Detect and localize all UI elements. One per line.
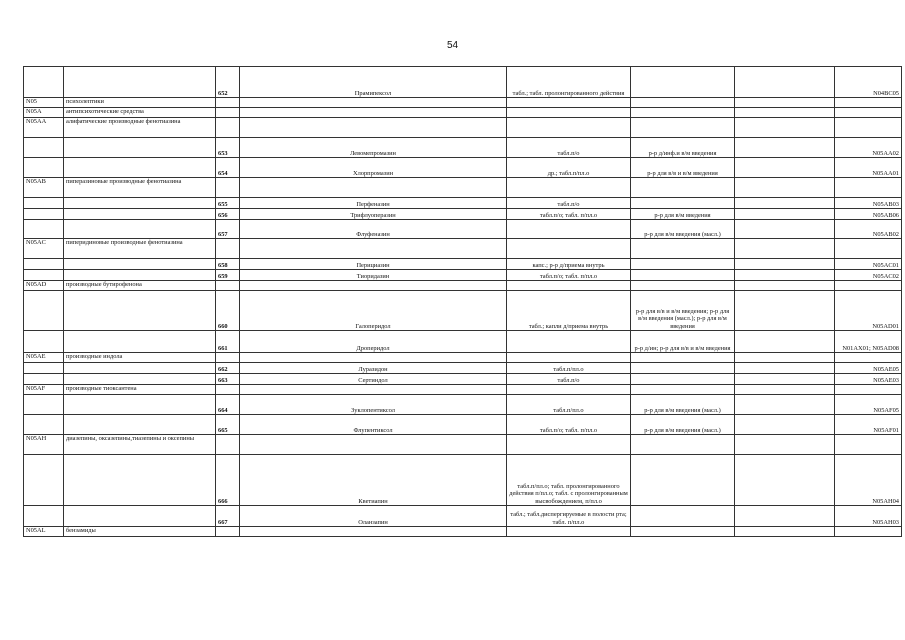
drug-name-cell: Флуфеназин (240, 220, 507, 239)
atc-group-code-cell: N05AA (24, 118, 64, 138)
drug-name-cell (240, 281, 507, 291)
extra-cell (735, 259, 835, 270)
group-name-cell: пиперидиновые производные фенотиазина (64, 239, 216, 259)
atc-code-cell: N05AB06 (835, 209, 902, 220)
atc-code-cell: N05AE03 (835, 374, 902, 385)
atc-group-code-cell (24, 506, 64, 527)
atc-group-code-cell (24, 198, 64, 209)
table-row (24, 158, 902, 178)
dosage-form-cell (507, 118, 631, 138)
group-name-cell: антипсихотические средства (64, 108, 216, 118)
drug-name-cell: Оланзапин (240, 506, 507, 527)
atc-code-cell: N05AB03 (835, 198, 902, 209)
injection-form-cell (631, 353, 735, 363)
dosage-form-cell: табл.; капли д/приема внутрь (507, 291, 631, 331)
group-name-cell: производные тиоксантена (64, 385, 216, 395)
table-row (24, 98, 902, 108)
dosage-form-cell: табл.п/о (507, 374, 631, 385)
atc-group-code-cell (24, 291, 64, 331)
row-number-cell (216, 353, 240, 363)
row-number-cell (216, 178, 240, 198)
row-number-cell: 663 (216, 374, 240, 385)
extra-cell (735, 415, 835, 435)
table-row (24, 395, 902, 415)
group-name-cell (64, 220, 216, 239)
table-row (24, 118, 902, 138)
injection-form-cell: р-р для в/в и в/м введения (631, 158, 735, 178)
group-name-cell (64, 138, 216, 158)
extra-cell (735, 331, 835, 353)
injection-form-cell: р-р д/инф.и в/м введения (631, 138, 735, 158)
atc-code-cell: N05AE05 (835, 363, 902, 374)
atc-code-cell: N05AD01 (835, 291, 902, 331)
row-number-cell: 654 (216, 158, 240, 178)
atc-code-cell: N05AC02 (835, 270, 902, 281)
injection-form-cell: р-р для в/в и в/м введения; р-р для в/м введения (масл.); р-р для в/м введения (631, 291, 735, 331)
atc-group-code-cell (24, 209, 64, 220)
atc-group-code-cell: N05AB (24, 178, 64, 198)
injection-form-cell: р-р для в/м введения (631, 209, 735, 220)
drug-name-cell: Сертиндол (240, 374, 507, 385)
drug-name-cell: Трифлуоперазин (240, 209, 507, 220)
atc-group-code-cell (24, 220, 64, 239)
table-row (24, 363, 902, 374)
injection-form-cell (631, 385, 735, 395)
row-number-cell: 661 (216, 331, 240, 353)
extra-cell (735, 158, 835, 178)
atc-group-code-cell: N05AC (24, 239, 64, 259)
atc-code-cell: N05AH04 (835, 455, 902, 506)
drug-name-cell: Флупентиксол (240, 415, 507, 435)
atc-code-cell: N05AH03 (835, 506, 902, 527)
atc-code-cell (835, 527, 902, 537)
table-row (24, 374, 902, 385)
atc-code-cell: N05AF01 (835, 415, 902, 435)
drug-name-cell (240, 353, 507, 363)
table-row (24, 209, 902, 220)
atc-group-code-cell (24, 270, 64, 281)
drug-name-cell (240, 178, 507, 198)
group-name-cell (64, 331, 216, 353)
extra-cell (735, 291, 835, 331)
dosage-form-cell (507, 353, 631, 363)
table-row (24, 435, 902, 455)
drug-name-cell (240, 385, 507, 395)
table-body (24, 67, 902, 537)
dosage-form-cell: табл.; табл.диспергируемые в полости рта; табл. п/пл.о (507, 506, 631, 527)
table-row (24, 67, 902, 98)
drug-name-cell (240, 239, 507, 259)
drug-name-cell: Прамипексол (240, 67, 507, 98)
injection-form-cell (631, 67, 735, 98)
injection-form-cell (631, 178, 735, 198)
atc-group-code-cell (24, 415, 64, 435)
injection-form-cell: р-р д/ин; р-р для в/в и в/м введения (631, 331, 735, 353)
row-number-cell: 666 (216, 455, 240, 506)
injection-form-cell (631, 98, 735, 108)
drug-name-cell: Хлорпромазин (240, 158, 507, 178)
row-number-cell: 653 (216, 138, 240, 158)
row-number-cell (216, 118, 240, 138)
injection-form-cell (631, 527, 735, 537)
atc-group-code-cell (24, 374, 64, 385)
drug-name-cell (240, 118, 507, 138)
dosage-form-cell: капс.; р-р д/приема внутрь (507, 259, 631, 270)
atc-group-code-cell (24, 363, 64, 374)
injection-form-cell (631, 108, 735, 118)
extra-cell (735, 138, 835, 158)
atc-code-cell (835, 353, 902, 363)
injection-form-cell (631, 239, 735, 259)
extra-cell (735, 374, 835, 385)
dosage-form-cell: табл.п/пл.о (507, 395, 631, 415)
extra-cell (735, 67, 835, 98)
atc-group-code-cell: N05A (24, 108, 64, 118)
drug-name-cell: Галоперидол (240, 291, 507, 331)
extra-cell (735, 506, 835, 527)
injection-form-cell (631, 281, 735, 291)
drug-name-cell: Тиоридазин (240, 270, 507, 281)
row-number-cell: 656 (216, 209, 240, 220)
group-name-cell (64, 259, 216, 270)
extra-cell (735, 209, 835, 220)
atc-group-code-cell (24, 67, 64, 98)
group-name-cell (64, 291, 216, 331)
table-row (24, 259, 902, 270)
extra-cell (735, 281, 835, 291)
extra-cell (735, 527, 835, 537)
table-row (24, 220, 902, 239)
group-name-cell (64, 67, 216, 98)
row-number-cell: 655 (216, 198, 240, 209)
table-row (24, 331, 902, 353)
injection-form-cell (631, 259, 735, 270)
extra-cell (735, 108, 835, 118)
row-number-cell: 658 (216, 259, 240, 270)
group-name-cell: бензамиды (64, 527, 216, 537)
extra-cell (735, 118, 835, 138)
extra-cell (735, 239, 835, 259)
table-row (24, 385, 902, 395)
dosage-form-cell (507, 281, 631, 291)
extra-cell (735, 98, 835, 108)
drug-name-cell: Луразидон (240, 363, 507, 374)
dosage-form-cell (507, 435, 631, 455)
extra-cell (735, 435, 835, 455)
row-number-cell: 664 (216, 395, 240, 415)
table-row (24, 108, 902, 118)
atc-code-cell (835, 239, 902, 259)
group-name-cell: пиперазиновые производные фенотиазина (64, 178, 216, 198)
group-name-cell (64, 270, 216, 281)
atc-group-code-cell (24, 138, 64, 158)
atc-code-cell (835, 385, 902, 395)
dosage-form-cell: табл.п/о (507, 138, 631, 158)
extra-cell (735, 395, 835, 415)
drug-name-cell: Дроперидол (240, 331, 507, 353)
atc-code-cell (835, 178, 902, 198)
dosage-form-cell: табл.п/о; табл. п/пл.о (507, 270, 631, 281)
table-row (24, 281, 902, 291)
group-name-cell (64, 158, 216, 178)
row-number-cell (216, 98, 240, 108)
dosage-form-cell: табл.п/о (507, 198, 631, 209)
table-row (24, 198, 902, 209)
atc-group-code-cell (24, 455, 64, 506)
table-row (24, 506, 902, 527)
dosage-form-cell (507, 527, 631, 537)
row-number-cell: 667 (216, 506, 240, 527)
drug-name-cell (240, 108, 507, 118)
atc-group-code-cell: N05AE (24, 353, 64, 363)
dosage-form-cell (507, 220, 631, 239)
dosage-form-cell: табл.п/пл.о; табл. пролонгированного действия п/пл.о; табл. с пролонгированным высвобождением, п/пл.о (507, 455, 631, 506)
row-number-cell: 662 (216, 363, 240, 374)
group-name-cell: психолептики (64, 98, 216, 108)
atc-group-code-cell (24, 331, 64, 353)
injection-form-cell: р-р для в/м введения (масл.) (631, 220, 735, 239)
atc-code-cell: N04BC05 (835, 67, 902, 98)
atc-code-cell: N05AB02 (835, 220, 902, 239)
dosage-form-cell (507, 239, 631, 259)
dosage-form-cell (507, 98, 631, 108)
group-name-cell (64, 455, 216, 506)
row-number-cell (216, 108, 240, 118)
injection-form-cell (631, 363, 735, 374)
injection-form-cell (631, 374, 735, 385)
row-number-cell: 657 (216, 220, 240, 239)
table-row (24, 291, 902, 331)
group-name-cell: диазепины, оксазепины,тиазепины и оксепины (64, 435, 216, 455)
extra-cell (735, 270, 835, 281)
row-number-cell (216, 435, 240, 455)
atc-code-cell: N01AX01; N05AD08 (835, 331, 902, 353)
injection-form-cell: р-р для в/м введения (масл.) (631, 415, 735, 435)
dosage-form-cell: др.; табл.п/пл.о (507, 158, 631, 178)
dosage-form-cell: табл.п/о; табл. п/пл.о (507, 415, 631, 435)
atc-code-cell (835, 98, 902, 108)
table-row (24, 239, 902, 259)
atc-group-code-cell (24, 259, 64, 270)
atc-group-code-cell: N05AL (24, 527, 64, 537)
row-number-cell: 665 (216, 415, 240, 435)
group-name-cell (64, 506, 216, 527)
injection-form-cell (631, 455, 735, 506)
table-row (24, 527, 902, 537)
row-number-cell (216, 239, 240, 259)
table-row (24, 455, 902, 506)
dosage-form-cell: табл.; табл. пролонгированного действия (507, 67, 631, 98)
atc-code-cell: N05AA02 (835, 138, 902, 158)
drug-name-cell: Кветиапин (240, 455, 507, 506)
group-name-cell (64, 198, 216, 209)
table-row (24, 178, 902, 198)
page-number: 54 (446, 40, 459, 51)
row-number-cell: 652 (216, 67, 240, 98)
atc-group-code-cell: N05AD (24, 281, 64, 291)
atc-group-code-cell (24, 395, 64, 415)
injection-form-cell: р-р для в/м введения (масл.) (631, 395, 735, 415)
extra-cell (735, 220, 835, 239)
row-number-cell: 660 (216, 291, 240, 331)
extra-cell (735, 178, 835, 198)
drug-name-cell (240, 527, 507, 537)
drug-name-cell: Перфеназин (240, 198, 507, 209)
table-row (24, 138, 902, 158)
extra-cell (735, 198, 835, 209)
group-name-cell: производные бутирофенона (64, 281, 216, 291)
extra-cell (735, 353, 835, 363)
atc-code-cell (835, 108, 902, 118)
group-name-cell: алифатические производные фенотиазина (64, 118, 216, 138)
table-row (24, 353, 902, 363)
row-number-cell (216, 385, 240, 395)
drug-name-cell (240, 435, 507, 455)
atc-group-code-cell: N05AH (24, 435, 64, 455)
row-number-cell: 659 (216, 270, 240, 281)
drug-table (23, 66, 902, 537)
row-number-cell (216, 527, 240, 537)
extra-cell (735, 385, 835, 395)
group-name-cell (64, 209, 216, 220)
atc-group-code-cell (24, 158, 64, 178)
injection-form-cell (631, 198, 735, 209)
dosage-form-cell (507, 108, 631, 118)
group-name-cell (64, 374, 216, 385)
atc-code-cell: N05AF05 (835, 395, 902, 415)
atc-code-cell: N05AA01 (835, 158, 902, 178)
dosage-form-cell (507, 331, 631, 353)
atc-code-cell (835, 435, 902, 455)
drug-name-cell (240, 98, 507, 108)
table-row (24, 270, 902, 281)
group-name-cell (64, 363, 216, 374)
atc-code-cell (835, 118, 902, 138)
drug-name-cell: Зуклопентиксол (240, 395, 507, 415)
atc-code-cell (835, 281, 902, 291)
atc-group-code-cell: N05AF (24, 385, 64, 395)
drug-name-cell: Перициазин (240, 259, 507, 270)
group-name-cell (64, 415, 216, 435)
dosage-form-cell (507, 385, 631, 395)
extra-cell (735, 455, 835, 506)
injection-form-cell (631, 270, 735, 281)
group-name-cell (64, 395, 216, 415)
extra-cell (735, 363, 835, 374)
dosage-form-cell (507, 178, 631, 198)
atc-group-code-cell: N05 (24, 98, 64, 108)
table-row (24, 415, 902, 435)
atc-code-cell: N05AC01 (835, 259, 902, 270)
dosage-form-cell: табл.п/о; табл. п/пл.о (507, 209, 631, 220)
injection-form-cell (631, 118, 735, 138)
injection-form-cell (631, 435, 735, 455)
injection-form-cell (631, 506, 735, 527)
drug-name-cell: Левомепромазин (240, 138, 507, 158)
group-name-cell: производные индола (64, 353, 216, 363)
row-number-cell (216, 281, 240, 291)
dosage-form-cell: табл.п/пл.о (507, 363, 631, 374)
